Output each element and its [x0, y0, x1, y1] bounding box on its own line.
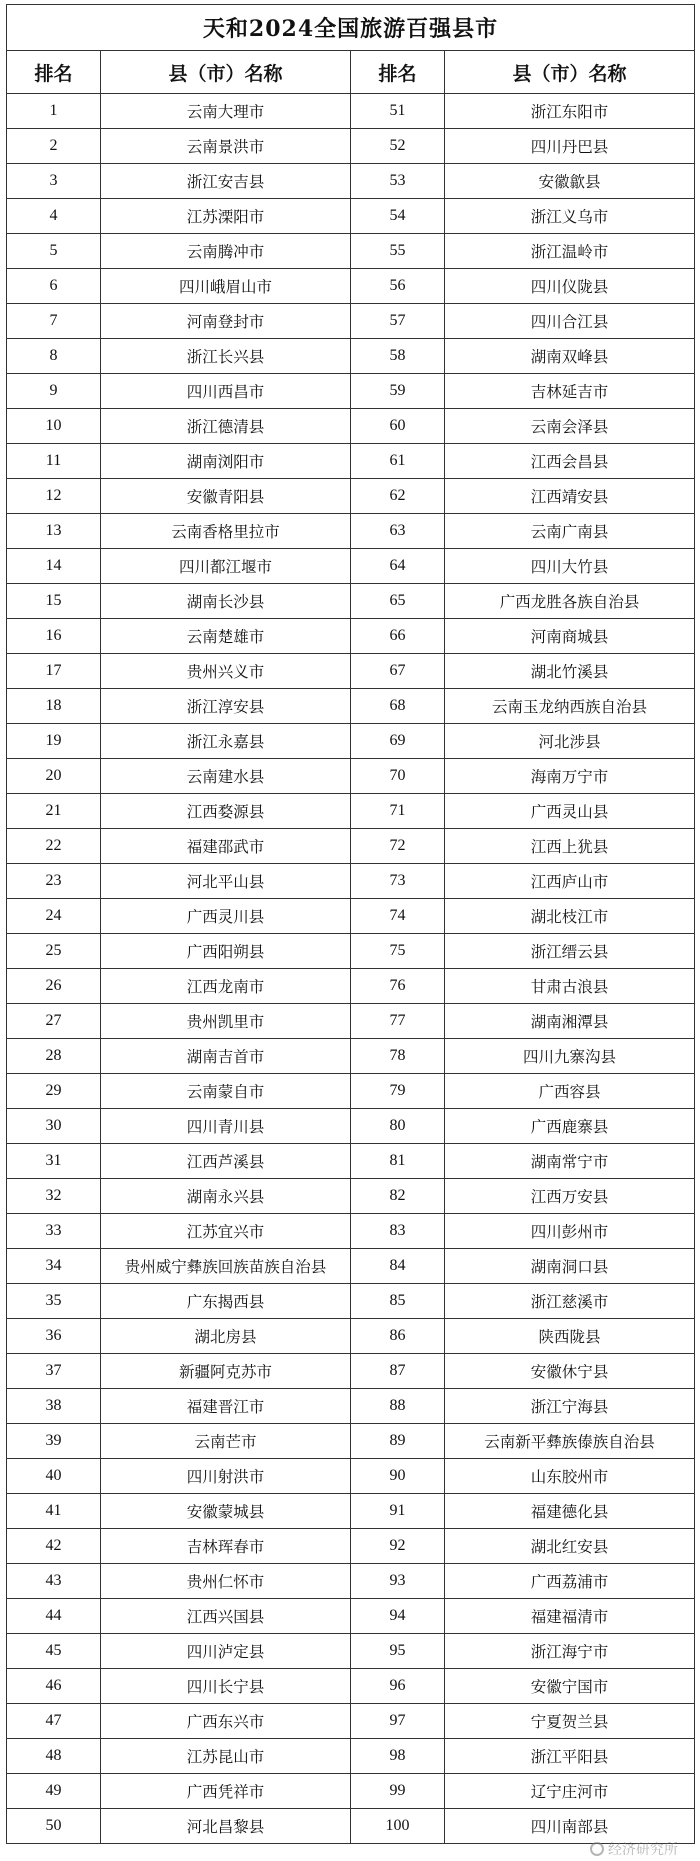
cell-rank-right: 62 — [351, 479, 445, 514]
cell-rank-right: 72 — [351, 829, 445, 864]
table-row — [7, 1634, 695, 1669]
cell-rank-right: 82 — [351, 1179, 445, 1214]
cell-name-left: 云南景洪市 — [101, 129, 351, 164]
cell-rank-left: 20 — [7, 759, 101, 794]
table-row — [7, 689, 695, 724]
cell-name-left: 云南腾冲市 — [101, 234, 351, 269]
cell-rank-right: 96 — [351, 1669, 445, 1704]
table-row — [7, 899, 695, 934]
cell-rank-right: 73 — [351, 864, 445, 899]
table-title: 天和2024全国旅游百强县市 — [7, 5, 695, 51]
cell-name-left: 湖北房县 — [101, 1319, 351, 1354]
watermark-logo-icon — [590, 1842, 604, 1856]
watermark — [590, 1839, 678, 1859]
cell-rank-left: 40 — [7, 1459, 101, 1494]
cell-name-right: 云南广南县 — [445, 514, 695, 549]
cell-name-right: 浙江东阳市 — [445, 94, 695, 129]
table-row — [7, 654, 695, 689]
cell-name-left: 江苏宜兴市 — [101, 1214, 351, 1249]
table-row — [7, 794, 695, 829]
cell-name-right: 四川合江县 — [445, 304, 695, 339]
cell-rank-left: 47 — [7, 1704, 101, 1739]
table-row — [7, 514, 695, 549]
cell-rank-left: 35 — [7, 1284, 101, 1319]
cell-name-left: 四川都江堰市 — [101, 549, 351, 584]
cell-rank-right: 65 — [351, 584, 445, 619]
cell-name-right: 四川彭州市 — [445, 1214, 695, 1249]
cell-name-left: 浙江永嘉县 — [101, 724, 351, 759]
table-row — [7, 374, 695, 409]
cell-rank-right: 86 — [351, 1319, 445, 1354]
table-row — [7, 969, 695, 1004]
cell-rank-left: 14 — [7, 549, 101, 584]
header-name-left: 县（市）名称 — [101, 51, 351, 94]
cell-name-left: 安徽蒙城县 — [101, 1494, 351, 1529]
cell-rank-right: 64 — [351, 549, 445, 584]
cell-rank-left: 5 — [7, 234, 101, 269]
cell-name-left: 浙江长兴县 — [101, 339, 351, 374]
cell-rank-right: 92 — [351, 1529, 445, 1564]
cell-rank-left: 42 — [7, 1529, 101, 1564]
table-row — [7, 1144, 695, 1179]
cell-name-left: 河北昌黎县 — [101, 1809, 351, 1844]
cell-rank-left: 11 — [7, 444, 101, 479]
table-row — [7, 1599, 695, 1634]
cell-name-left: 湖南吉首市 — [101, 1039, 351, 1074]
cell-rank-right: 91 — [351, 1494, 445, 1529]
cell-rank-right: 66 — [351, 619, 445, 654]
cell-name-right: 广西容县 — [445, 1074, 695, 1109]
table-row — [7, 129, 695, 164]
cell-name-right: 浙江海宁市 — [445, 1634, 695, 1669]
table-body — [7, 94, 695, 1844]
cell-name-left: 江苏昆山市 — [101, 1739, 351, 1774]
cell-rank-left: 44 — [7, 1599, 101, 1634]
cell-name-left: 四川青川县 — [101, 1109, 351, 1144]
cell-rank-right: 60 — [351, 409, 445, 444]
cell-rank-right: 78 — [351, 1039, 445, 1074]
cell-rank-left: 32 — [7, 1179, 101, 1214]
table-row — [7, 1004, 695, 1039]
cell-name-left: 湖南永兴县 — [101, 1179, 351, 1214]
cell-name-right: 浙江宁海县 — [445, 1389, 695, 1424]
table-row — [7, 1179, 695, 1214]
table-row — [7, 1214, 695, 1249]
cell-rank-left: 23 — [7, 864, 101, 899]
cell-rank-right: 90 — [351, 1459, 445, 1494]
cell-rank-left: 46 — [7, 1669, 101, 1704]
cell-rank-right: 89 — [351, 1424, 445, 1459]
cell-rank-left: 34 — [7, 1249, 101, 1284]
cell-rank-right: 84 — [351, 1249, 445, 1284]
cell-rank-left: 30 — [7, 1109, 101, 1144]
cell-rank-right: 71 — [351, 794, 445, 829]
cell-name-left: 四川长宁县 — [101, 1669, 351, 1704]
cell-name-left: 吉林珲春市 — [101, 1529, 351, 1564]
cell-name-left: 云南芒市 — [101, 1424, 351, 1459]
cell-rank-left: 17 — [7, 654, 101, 689]
table-row — [7, 444, 695, 479]
cell-name-left: 云南蒙自市 — [101, 1074, 351, 1109]
cell-name-left: 江西婺源县 — [101, 794, 351, 829]
cell-name-left: 云南大理市 — [101, 94, 351, 129]
cell-rank-right: 57 — [351, 304, 445, 339]
table-row — [7, 1354, 695, 1389]
cell-rank-left: 48 — [7, 1739, 101, 1774]
cell-rank-left: 26 — [7, 969, 101, 1004]
cell-name-left: 贵州兴义市 — [101, 654, 351, 689]
table-row — [7, 1039, 695, 1074]
cell-name-left: 广西东兴市 — [101, 1704, 351, 1739]
table-row — [7, 1774, 695, 1809]
cell-name-left: 浙江淳安县 — [101, 689, 351, 724]
cell-name-right: 安徽休宁县 — [445, 1354, 695, 1389]
cell-name-right: 四川九寨沟县 — [445, 1039, 695, 1074]
table-row — [7, 1109, 695, 1144]
cell-rank-right: 88 — [351, 1389, 445, 1424]
header-name-right: 县（市）名称 — [445, 51, 695, 94]
cell-rank-left: 3 — [7, 164, 101, 199]
cell-name-right: 云南新平彝族傣族自治县 — [445, 1424, 695, 1459]
cell-rank-right: 61 — [351, 444, 445, 479]
table-row — [7, 1389, 695, 1424]
cell-name-left: 云南建水县 — [101, 759, 351, 794]
cell-rank-right: 58 — [351, 339, 445, 374]
cell-rank-right: 53 — [351, 164, 445, 199]
table-row — [7, 269, 695, 304]
cell-name-right: 广西荔浦市 — [445, 1564, 695, 1599]
cell-name-left: 广西阳朔县 — [101, 934, 351, 969]
cell-name-right: 吉林延吉市 — [445, 374, 695, 409]
cell-name-right: 四川丹巴县 — [445, 129, 695, 164]
cell-name-left: 河南登封市 — [101, 304, 351, 339]
cell-rank-left: 16 — [7, 619, 101, 654]
table-row — [7, 409, 695, 444]
table-row — [7, 1494, 695, 1529]
table-row — [7, 234, 695, 269]
cell-name-left: 四川西昌市 — [101, 374, 351, 409]
cell-name-right: 湖南洞口县 — [445, 1249, 695, 1284]
cell-name-left: 贵州威宁彝族回族苗族自治县 — [101, 1249, 351, 1284]
cell-rank-right: 52 — [351, 129, 445, 164]
cell-rank-left: 8 — [7, 339, 101, 374]
cell-rank-left: 43 — [7, 1564, 101, 1599]
cell-name-right: 云南会泽县 — [445, 409, 695, 444]
cell-rank-left: 22 — [7, 829, 101, 864]
cell-rank-left: 29 — [7, 1074, 101, 1109]
cell-name-right: 江西上犹县 — [445, 829, 695, 864]
cell-name-left: 河北平山县 — [101, 864, 351, 899]
cell-rank-left: 36 — [7, 1319, 101, 1354]
table-row — [7, 549, 695, 584]
table-row — [7, 1249, 695, 1284]
cell-rank-right: 68 — [351, 689, 445, 724]
cell-name-left: 云南香格里拉市 — [101, 514, 351, 549]
cell-rank-left: 13 — [7, 514, 101, 549]
cell-name-left: 广西灵川县 — [101, 899, 351, 934]
cell-name-left: 广西凭祥市 — [101, 1774, 351, 1809]
cell-rank-left: 21 — [7, 794, 101, 829]
cell-name-right: 四川南部县 — [445, 1809, 695, 1844]
cell-name-right: 海南万宁市 — [445, 759, 695, 794]
cell-rank-right: 94 — [351, 1599, 445, 1634]
cell-name-left: 四川峨眉山市 — [101, 269, 351, 304]
table-row — [7, 724, 695, 759]
cell-rank-right: 95 — [351, 1634, 445, 1669]
cell-name-left: 贵州仁怀市 — [101, 1564, 351, 1599]
cell-rank-left: 1 — [7, 94, 101, 129]
cell-rank-right: 80 — [351, 1109, 445, 1144]
cell-name-right: 江西会昌县 — [445, 444, 695, 479]
cell-rank-left: 49 — [7, 1774, 101, 1809]
ranking-sheet — [6, 4, 694, 1844]
cell-name-right: 广西鹿寨县 — [445, 1109, 695, 1144]
cell-rank-right: 87 — [351, 1354, 445, 1389]
cell-name-right: 湖南双峰县 — [445, 339, 695, 374]
table-row — [7, 164, 695, 199]
cell-name-right: 陕西陇县 — [445, 1319, 695, 1354]
cell-name-left: 四川射洪市 — [101, 1459, 351, 1494]
cell-name-right: 浙江温岭市 — [445, 234, 695, 269]
cell-name-left: 江西芦溪县 — [101, 1144, 351, 1179]
cell-name-right: 山东胶州市 — [445, 1459, 695, 1494]
cell-rank-right: 70 — [351, 759, 445, 794]
header-rank-right: 排名 — [351, 51, 445, 94]
cell-rank-left: 39 — [7, 1424, 101, 1459]
cell-name-right: 湖北竹溪县 — [445, 654, 695, 689]
table-row — [7, 864, 695, 899]
table-row — [7, 479, 695, 514]
cell-name-right: 福建德化县 — [445, 1494, 695, 1529]
cell-name-right: 江西靖安县 — [445, 479, 695, 514]
cell-name-left: 江西兴国县 — [101, 1599, 351, 1634]
cell-rank-left: 4 — [7, 199, 101, 234]
cell-name-left: 贵州凯里市 — [101, 1004, 351, 1039]
cell-name-right: 辽宁庄河市 — [445, 1774, 695, 1809]
cell-name-right: 云南玉龙纳西族自治县 — [445, 689, 695, 724]
cell-rank-right: 99 — [351, 1774, 445, 1809]
cell-rank-right: 75 — [351, 934, 445, 969]
cell-rank-right: 51 — [351, 94, 445, 129]
cell-name-left: 江苏溧阳市 — [101, 199, 351, 234]
cell-rank-right: 55 — [351, 234, 445, 269]
cell-rank-left: 24 — [7, 899, 101, 934]
cell-name-left: 广东揭西县 — [101, 1284, 351, 1319]
cell-rank-left: 28 — [7, 1039, 101, 1074]
cell-rank-left: 37 — [7, 1354, 101, 1389]
table-row — [7, 339, 695, 374]
cell-name-right: 福建福清市 — [445, 1599, 695, 1634]
cell-rank-right: 98 — [351, 1739, 445, 1774]
cell-rank-right: 69 — [351, 724, 445, 759]
cell-name-left: 云南楚雄市 — [101, 619, 351, 654]
table-row — [7, 619, 695, 654]
cell-name-right: 浙江慈溪市 — [445, 1284, 695, 1319]
cell-name-left: 福建邵武市 — [101, 829, 351, 864]
cell-name-right: 浙江义乌市 — [445, 199, 695, 234]
table-row — [7, 1739, 695, 1774]
cell-rank-right: 74 — [351, 899, 445, 934]
cell-name-right: 河北涉县 — [445, 724, 695, 759]
cell-name-right: 浙江平阳县 — [445, 1739, 695, 1774]
cell-rank-left: 12 — [7, 479, 101, 514]
cell-name-left: 四川泸定县 — [101, 1634, 351, 1669]
cell-rank-right: 83 — [351, 1214, 445, 1249]
ranking-table — [6, 4, 695, 1844]
cell-rank-right: 77 — [351, 1004, 445, 1039]
cell-rank-right: 59 — [351, 374, 445, 409]
cell-name-left: 湖南长沙县 — [101, 584, 351, 619]
cell-rank-left: 18 — [7, 689, 101, 724]
cell-rank-left: 38 — [7, 1389, 101, 1424]
cell-rank-right: 56 — [351, 269, 445, 304]
cell-rank-right: 97 — [351, 1704, 445, 1739]
header-rank-left: 排名 — [7, 51, 101, 94]
table-row — [7, 199, 695, 234]
table-row — [7, 1564, 695, 1599]
cell-name-right: 湖南湘潭县 — [445, 1004, 695, 1039]
cell-rank-right: 81 — [351, 1144, 445, 1179]
table-row — [7, 1319, 695, 1354]
cell-rank-left: 27 — [7, 1004, 101, 1039]
cell-name-left: 江西龙南市 — [101, 969, 351, 1004]
cell-name-right: 湖北红安县 — [445, 1529, 695, 1564]
cell-name-left: 新疆阿克苏市 — [101, 1354, 351, 1389]
cell-rank-left: 45 — [7, 1634, 101, 1669]
cell-rank-left: 19 — [7, 724, 101, 759]
cell-rank-left: 6 — [7, 269, 101, 304]
cell-rank-left: 2 — [7, 129, 101, 164]
cell-name-right: 河南商城县 — [445, 619, 695, 654]
table-row — [7, 1669, 695, 1704]
cell-rank-left: 41 — [7, 1494, 101, 1529]
cell-name-left: 浙江安吉县 — [101, 164, 351, 199]
cell-name-right: 江西庐山市 — [445, 864, 695, 899]
cell-name-left: 湖南浏阳市 — [101, 444, 351, 479]
table-row — [7, 1284, 695, 1319]
cell-rank-left: 15 — [7, 584, 101, 619]
cell-name-right: 宁夏贺兰县 — [445, 1704, 695, 1739]
table-row — [7, 1529, 695, 1564]
cell-rank-left: 31 — [7, 1144, 101, 1179]
cell-rank-right: 79 — [351, 1074, 445, 1109]
cell-rank-right: 63 — [351, 514, 445, 549]
cell-rank-right: 93 — [351, 1564, 445, 1599]
cell-rank-right: 76 — [351, 969, 445, 1004]
cell-name-right: 湖北枝江市 — [445, 899, 695, 934]
table-row — [7, 829, 695, 864]
cell-rank-right: 67 — [351, 654, 445, 689]
table-row — [7, 1074, 695, 1109]
cell-rank-left: 33 — [7, 1214, 101, 1249]
cell-rank-left: 25 — [7, 934, 101, 969]
cell-name-right: 湖南常宁市 — [445, 1144, 695, 1179]
header-row — [7, 51, 695, 94]
cell-name-right: 浙江缙云县 — [445, 934, 695, 969]
cell-rank-left: 9 — [7, 374, 101, 409]
table-row — [7, 584, 695, 619]
cell-name-left: 福建晋江市 — [101, 1389, 351, 1424]
cell-name-left: 安徽青阳县 — [101, 479, 351, 514]
table-row — [7, 934, 695, 969]
cell-rank-left: 50 — [7, 1809, 101, 1844]
cell-name-right: 甘肃古浪县 — [445, 969, 695, 1004]
cell-rank-right: 85 — [351, 1284, 445, 1319]
table-row — [7, 759, 695, 794]
table-row — [7, 1704, 695, 1739]
cell-name-right: 广西灵山县 — [445, 794, 695, 829]
cell-rank-left: 7 — [7, 304, 101, 339]
cell-name-left: 浙江德清县 — [101, 409, 351, 444]
cell-name-right: 四川仪陇县 — [445, 269, 695, 304]
cell-name-right: 江西万安县 — [445, 1179, 695, 1214]
cell-name-right: 四川大竹县 — [445, 549, 695, 584]
cell-rank-left: 10 — [7, 409, 101, 444]
cell-name-right: 安徽歙县 — [445, 164, 695, 199]
watermark-text: 经济研究所 — [608, 1842, 678, 1858]
table-row — [7, 304, 695, 339]
cell-name-right: 安徽宁国市 — [445, 1669, 695, 1704]
cell-rank-right: 54 — [351, 199, 445, 234]
cell-rank-right: 100 — [351, 1809, 445, 1844]
table-row — [7, 94, 695, 129]
table-row — [7, 1424, 695, 1459]
cell-name-right: 广西龙胜各族自治县 — [445, 584, 695, 619]
table-row — [7, 1459, 695, 1494]
